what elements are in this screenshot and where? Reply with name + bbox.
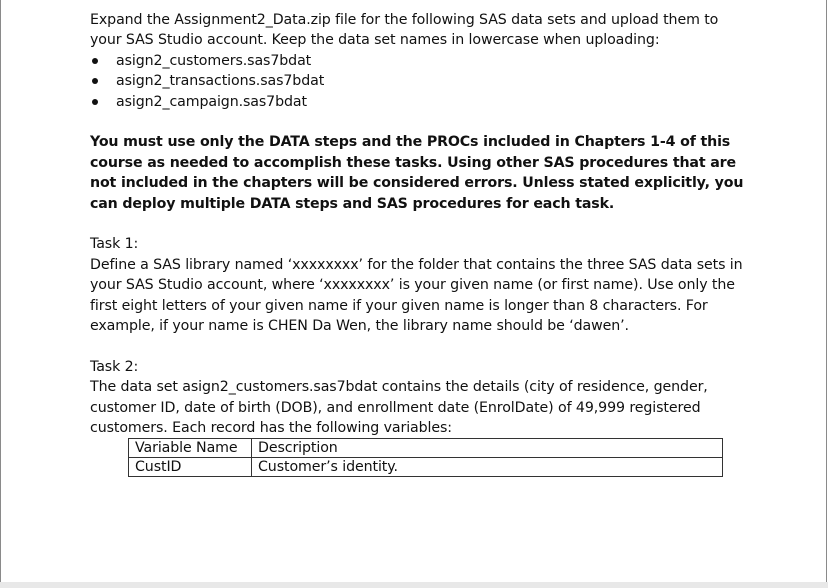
column-header-variable-name: Variable Name xyxy=(129,439,252,458)
rules-paragraph: You must use only the DATA steps and the PROCs included in Chapters 1-4 of this course as needed to accomplish these tasks. Using other SAS procedures that are not included in the chapters will be considered errors. Unless stated explicitly, you can deploy multiple DATA steps and SAS procedures for each task. xyxy=(90,134,744,212)
cell-variable-name: CustID xyxy=(129,458,252,477)
document-content xyxy=(90,10,750,477)
task1-heading: Task 1: xyxy=(90,236,139,253)
column-header-description: Description xyxy=(252,439,723,458)
file-list-item xyxy=(90,92,750,112)
task1-paragraph: Define a SAS library named ‘xxxxxxxx’ for the folder that contains the three SAS data sets in your SAS Studio account, where ‘xxxxxxxx’ is your given name (or first name). Use only the first eight letters of your given name if your given name is longer than 8 characters. For example, if your name is CHEN Da Wen, the library name should be ‘dawen’. xyxy=(90,256,743,335)
task2-paragraph: The data set asign2_customers.sas7bdat contains the details (city of residence, gender, customer ID, date of birth (DOB), and enrollment date (EnrolDate) of 49,999 registered customers. Each record has the following variables: xyxy=(90,379,708,437)
file-list-item xyxy=(90,71,750,91)
file-list-item xyxy=(90,51,750,71)
table-header-row xyxy=(129,439,723,458)
bullet-icon xyxy=(92,78,98,84)
table-row xyxy=(129,458,723,477)
file-name: asign2_campaign.sas7bdat xyxy=(116,93,307,110)
task2-heading: Task 2: xyxy=(90,358,139,375)
page-border-right xyxy=(826,0,827,588)
file-name: asign2_customers.sas7bdat xyxy=(116,52,312,69)
variables-table xyxy=(128,438,723,477)
cell-description: Customer’s identity. xyxy=(252,458,723,477)
file-name: asign2_transactions.sas7bdat xyxy=(116,73,325,90)
page-border-left xyxy=(0,0,1,588)
page-bottom-edge xyxy=(0,582,828,588)
file-list xyxy=(90,51,750,112)
bullet-icon xyxy=(92,99,98,105)
intro-paragraph: Expand the Assignment2_Data.zip file for the following SAS data sets and upload them to your SAS Studio account. Keep the data set names in lowercase when uploading: xyxy=(90,12,719,49)
bullet-icon xyxy=(92,58,98,64)
